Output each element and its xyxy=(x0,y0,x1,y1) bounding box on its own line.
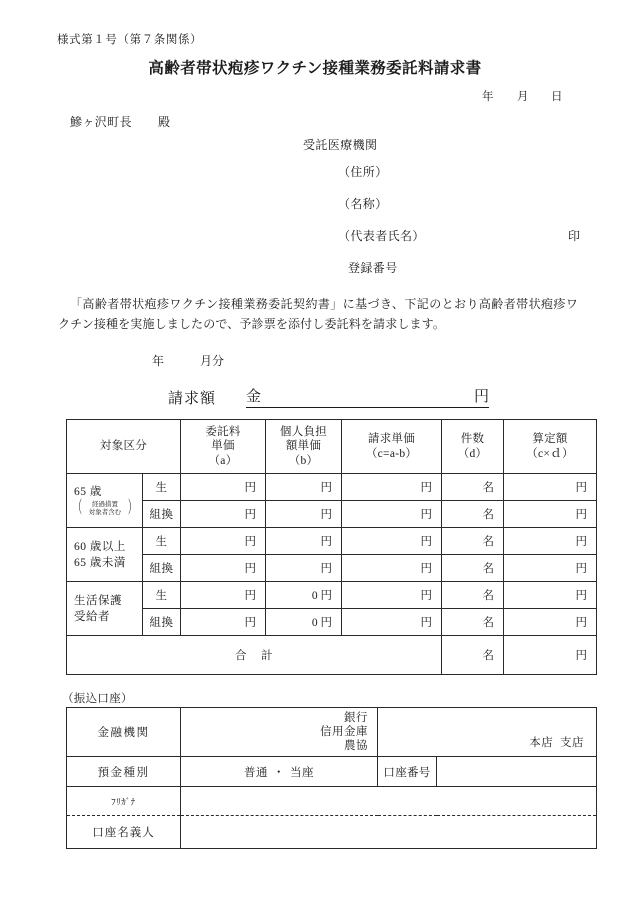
cell-claim-price[interactable]: 円 xyxy=(342,528,442,555)
organization-address-label: （住所） xyxy=(338,165,388,179)
billing-period-month: 月分 xyxy=(200,354,225,368)
deposit-separator: ・ xyxy=(273,766,285,779)
currency-prefix: 金 xyxy=(246,389,262,405)
page-title: 高齢者帯状疱疹ワクチン接種業務委託料請求書 xyxy=(148,60,482,77)
account-holder-field[interactable] xyxy=(181,816,597,849)
cell-personal-burden[interactable]: 0 円 xyxy=(266,582,342,609)
category-label-line2: 受給者 xyxy=(74,610,110,623)
furigana-field[interactable] xyxy=(181,787,597,816)
claim-table xyxy=(66,419,597,675)
cell-personal-burden[interactable]: 円 xyxy=(266,528,342,555)
total-label-right: 計 xyxy=(261,650,273,662)
table-row xyxy=(67,501,597,528)
deposit-ordinary-option[interactable]: 普通 xyxy=(244,766,268,779)
unit-price-line3: （a） xyxy=(208,454,238,467)
date-year-label: 年 xyxy=(482,91,494,103)
deposit-type-options[interactable] xyxy=(181,757,378,787)
col-header-count xyxy=(442,420,504,474)
total-label xyxy=(67,636,442,675)
bank-deposit-row xyxy=(67,757,597,787)
table-header-row xyxy=(67,420,597,474)
bank-kind-shinkin: 信用金庫 xyxy=(320,726,368,738)
branch-main-label: 本店 xyxy=(529,737,554,749)
bank-branch-cell[interactable] xyxy=(378,708,597,757)
claim-amount-line xyxy=(168,385,489,408)
date-month-label: 月 xyxy=(517,91,529,103)
billing-period xyxy=(152,352,224,369)
claim-amount-label: 請求額 xyxy=(168,391,217,407)
total-label-left: 合 xyxy=(235,650,247,662)
unit-price-line1: 委託料 xyxy=(205,425,241,438)
addressee-name: 鰺ヶ沢町長 xyxy=(70,115,133,129)
bank-section-label: （振込口座） xyxy=(62,693,133,705)
table-row xyxy=(67,474,597,501)
billing-period-year: 年 xyxy=(152,354,165,368)
cell-unit-price[interactable]: 円 xyxy=(181,474,266,501)
cell-calculated[interactable]: 円 xyxy=(504,474,597,501)
cell-unit-price[interactable]: 円 xyxy=(181,555,266,582)
organization-heading: 受託医療機関 xyxy=(303,138,378,152)
category-label-line2: 65 歳未満 xyxy=(74,556,126,569)
bank-account-table xyxy=(66,707,597,849)
claim-amount-field[interactable] xyxy=(246,385,489,408)
claim-price-line2: （c=a-b） xyxy=(365,447,418,460)
note-paren-right: ） xyxy=(128,498,136,518)
bank-institution-kinds[interactable] xyxy=(181,708,378,757)
category-label-65: 65 歳 xyxy=(74,486,102,498)
calculated-line1: 算定額 xyxy=(532,433,568,445)
personal-burden-line2: 額単価 xyxy=(285,440,322,453)
cell-calculated[interactable]: 円 xyxy=(504,528,597,555)
organization-representative-label: （代表者氏名） xyxy=(338,229,425,243)
note-paren-left: （ xyxy=(74,498,82,518)
cell-calculated[interactable]: 円 xyxy=(504,501,597,528)
cell-calculated[interactable]: 円 xyxy=(504,555,597,582)
total-calculated[interactable]: 円 xyxy=(504,636,597,675)
cell-claim-price[interactable]: 円 xyxy=(342,555,442,582)
cell-count[interactable]: 名 xyxy=(442,555,504,582)
category-cell-65 xyxy=(67,474,143,528)
date-day-label: 日 xyxy=(551,91,563,103)
total-count[interactable]: 名 xyxy=(442,636,504,675)
table-row xyxy=(67,582,597,609)
vaccine-type: 組換 xyxy=(143,609,181,636)
cell-unit-price[interactable]: 円 xyxy=(181,528,266,555)
cell-personal-burden[interactable]: 円 xyxy=(266,501,342,528)
bank-institution-label: 金融機関 xyxy=(67,708,181,757)
unit-price-line2: 単価 xyxy=(211,440,235,453)
count-line1: 件数 xyxy=(460,433,485,445)
cell-unit-price[interactable]: 円 xyxy=(181,609,266,636)
addressee-honorific: 殿 xyxy=(158,115,171,129)
cell-claim-price[interactable]: 円 xyxy=(342,501,442,528)
cell-count[interactable]: 名 xyxy=(442,501,504,528)
note-line1: 経過措置 xyxy=(92,501,118,508)
vaccine-type: 組換 xyxy=(143,501,181,528)
date-line xyxy=(482,88,563,104)
cell-personal-burden[interactable]: 円 xyxy=(266,474,342,501)
seal-mark: 印 xyxy=(568,229,581,243)
category-cell-60-64 xyxy=(67,528,143,582)
cell-count[interactable]: 名 xyxy=(442,528,504,555)
col-header-personal-burden xyxy=(266,420,342,474)
organization-name-label: （名称） xyxy=(338,197,388,211)
bank-account-holder-row xyxy=(67,816,597,849)
table-total-row xyxy=(67,636,597,675)
claim-price-line1: 請求単価 xyxy=(367,433,416,445)
personal-burden-line1: 個人負担 xyxy=(279,425,328,438)
table-row xyxy=(67,528,597,555)
col-header-claim-price xyxy=(342,420,442,474)
cell-count[interactable]: 名 xyxy=(442,582,504,609)
cell-unit-price[interactable]: 円 xyxy=(181,501,266,528)
cell-count[interactable]: 名 xyxy=(442,474,504,501)
bank-institution-row xyxy=(67,708,597,757)
cell-calculated[interactable]: 円 xyxy=(504,609,597,636)
vaccine-type: 生 xyxy=(143,582,181,609)
count-line2: （d） xyxy=(457,447,488,460)
bank-furigana-row xyxy=(67,787,597,816)
cell-claim-price[interactable]: 円 xyxy=(342,582,442,609)
addressee xyxy=(70,113,170,130)
account-holder-label: 口座名義人 xyxy=(67,816,181,849)
col-header-unit-price xyxy=(181,420,266,474)
col-header-category: 対象区分 xyxy=(67,420,181,474)
furigana-label: ﾌﾘｶﾞﾅ xyxy=(67,787,181,816)
form-number: 様式第１号（第７条関係） xyxy=(57,34,203,46)
cell-calculated[interactable]: 円 xyxy=(504,582,597,609)
category-label-line1: 60 歳以上 xyxy=(74,540,126,553)
deposit-type-label: 預金種別 xyxy=(67,757,181,787)
branch-sub-label: 支店 xyxy=(560,737,584,749)
deposit-current-option[interactable]: 当座 xyxy=(290,766,314,779)
table-row xyxy=(67,555,597,582)
body-paragraph-text: 「高齢者帯状疱疹ワクチン接種業務委託契約書」に基づき、下記のとおり高齢者帯状疱疹ワクチン接種を実施しましたので、予診票を添付し委託料を請求します。 xyxy=(58,297,578,331)
personal-burden-line3: （b） xyxy=(288,454,319,467)
cell-personal-burden[interactable]: 0 円 xyxy=(266,609,342,636)
calculated-line2: （c×ｄ） xyxy=(526,447,574,460)
category-cell-welfare xyxy=(67,582,143,636)
currency-suffix: 円 xyxy=(474,389,490,405)
body-paragraph xyxy=(58,294,578,334)
cell-claim-price[interactable]: 円 xyxy=(342,609,442,636)
cell-count[interactable]: 名 xyxy=(442,609,504,636)
account-number-field[interactable] xyxy=(437,757,597,787)
note-line2: 対象者含む xyxy=(88,509,122,516)
registration-number-label: 登録番号 xyxy=(348,261,398,275)
cell-personal-burden[interactable]: 円 xyxy=(266,555,342,582)
cell-claim-price[interactable]: 円 xyxy=(342,474,442,501)
cell-unit-price[interactable]: 円 xyxy=(181,582,266,609)
col-header-calculated xyxy=(504,420,597,474)
bank-kind-nokyo: 農協 xyxy=(344,740,368,752)
table-row xyxy=(67,609,597,636)
vaccine-type: 生 xyxy=(143,474,181,501)
category-label-line1: 生活保護 xyxy=(74,594,122,607)
bank-kind-bank: 銀行 xyxy=(344,712,368,724)
account-number-label: 口座番号 xyxy=(378,757,437,787)
vaccine-type: 組換 xyxy=(143,555,181,582)
vaccine-type: 生 xyxy=(143,528,181,555)
category-note-65 xyxy=(74,498,136,518)
